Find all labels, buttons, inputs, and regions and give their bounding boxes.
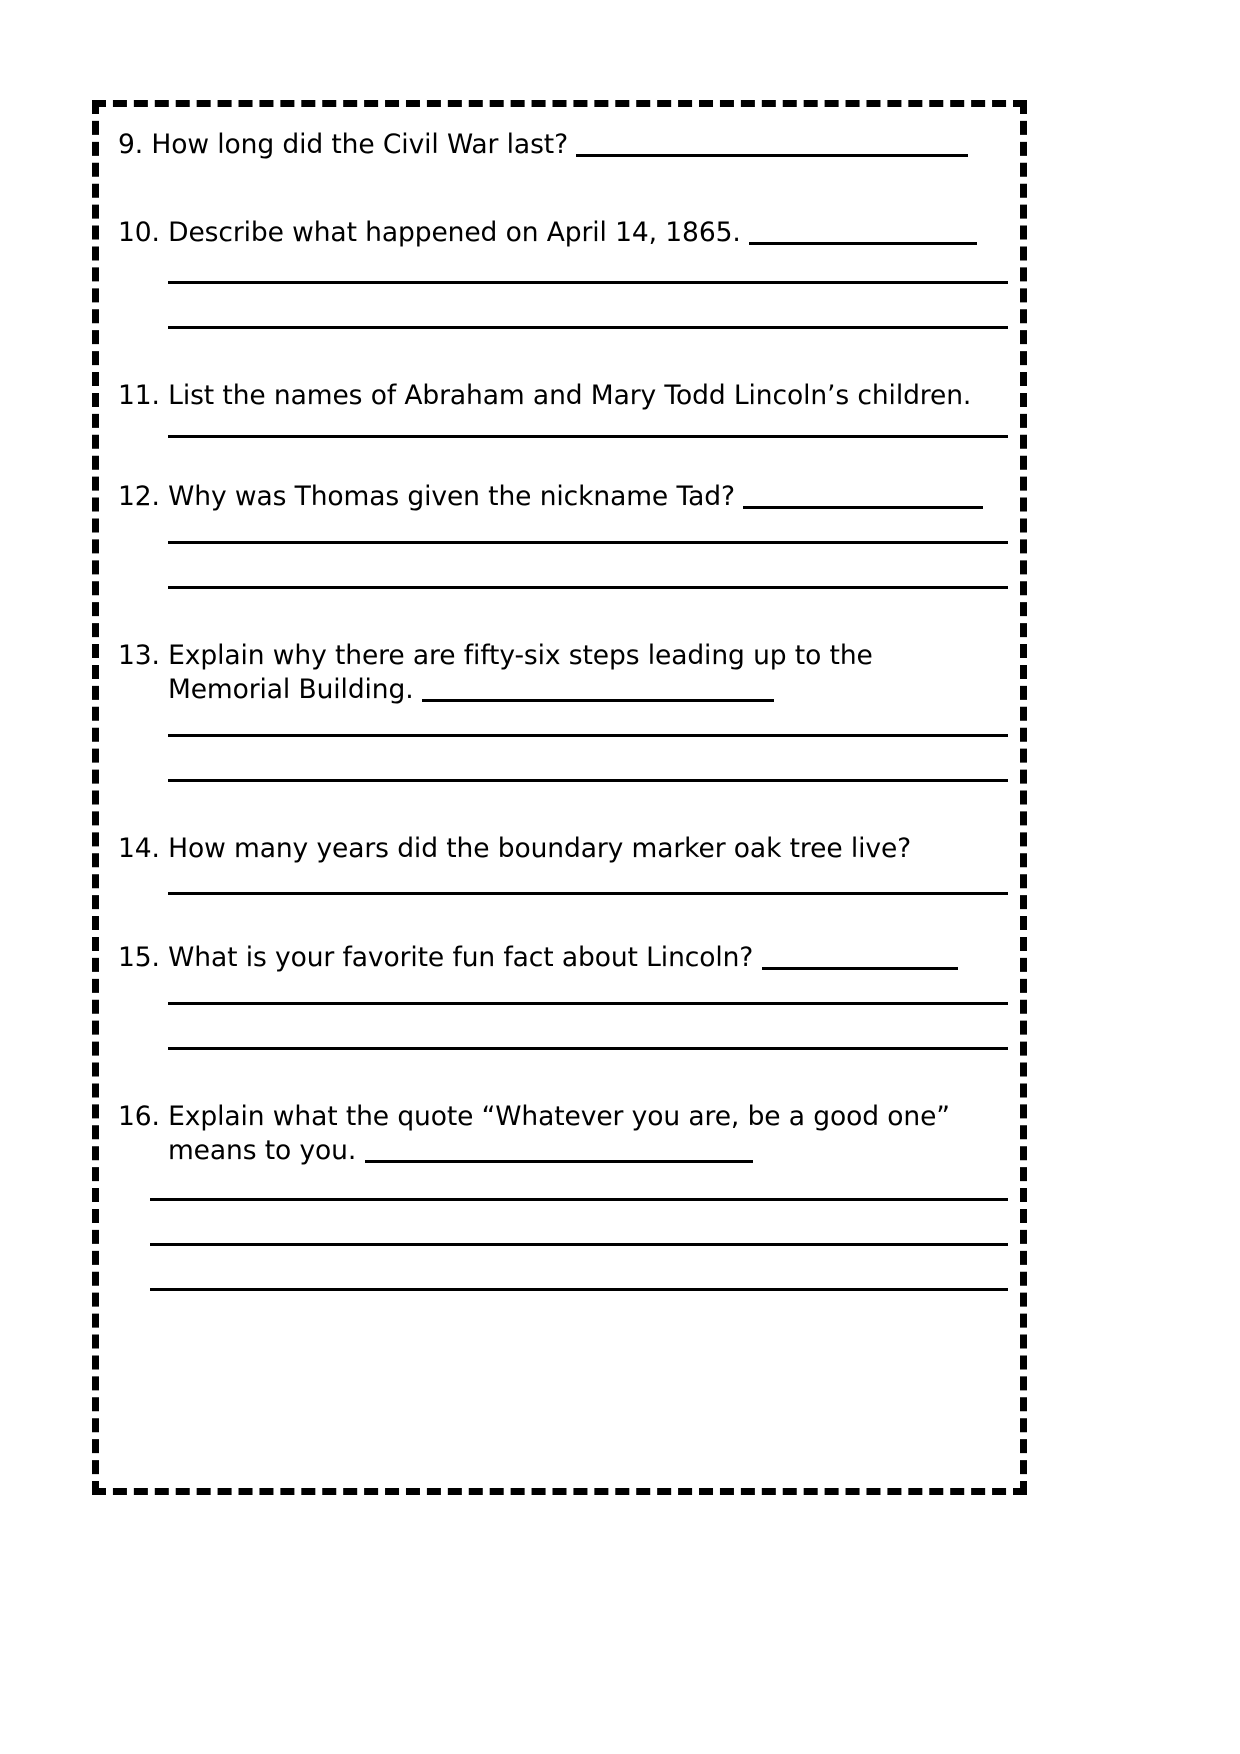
question-10-line1: 10. Describe what happened on April 14, 1865. <box>118 217 749 249</box>
spacer <box>118 895 1008 941</box>
question-15-text <box>118 941 1008 975</box>
spacer <box>118 438 1008 480</box>
question-item-14 <box>118 832 1008 866</box>
question-15-line1: 15. What is your favorite fun fact about Lincoln? <box>118 942 762 974</box>
question-13-answer-blank[interactable] <box>422 677 774 702</box>
question-10-answer-blank[interactable] <box>749 220 977 245</box>
spacer <box>118 737 1008 779</box>
spacer <box>118 1005 1008 1047</box>
spacer <box>118 708 1008 734</box>
question-item-12 <box>118 480 1008 514</box>
spacer <box>118 251 1008 281</box>
spacer <box>118 162 1008 216</box>
question-item-16 <box>118 1100 1008 1169</box>
question-9-text <box>118 128 1008 162</box>
question-12-line1: 12. Why was Thomas given the nickname Tad? <box>118 481 744 513</box>
answer-rule[interactable] <box>150 1288 1008 1291</box>
spacer <box>118 544 1008 586</box>
question-15-answer-blank[interactable] <box>762 945 958 970</box>
question-10-text <box>118 216 1008 250</box>
question-9-answer-blank[interactable] <box>576 132 968 157</box>
question-12-answer-blank[interactable] <box>743 484 983 509</box>
question-13-line1: 13. Explain why there are fifty-six steps leading up to the <box>118 639 873 671</box>
spacer <box>118 782 1008 832</box>
questions-container <box>118 128 1008 1473</box>
question-item-13 <box>118 639 1008 708</box>
question-9-line1: 9. How long did the Civil War last? <box>118 129 577 160</box>
question-item-15 <box>118 941 1008 975</box>
spacer <box>118 329 1008 379</box>
spacer <box>118 976 1008 1002</box>
question-11-text: 11. List the names of Abraham and Mary Todd Lincoln’s children. <box>118 379 972 411</box>
spacer <box>118 413 1008 435</box>
question-item-9 <box>118 128 1008 162</box>
spacer <box>118 866 1008 892</box>
spacer <box>118 1201 1008 1243</box>
question-14-text: 14. How many years did the boundary marker oak tree live? <box>118 832 912 864</box>
spacer <box>118 1168 1008 1198</box>
question-16-line2: means to you. <box>118 1134 365 1166</box>
spacer <box>118 1246 1008 1288</box>
spacer <box>118 589 1008 639</box>
spacer <box>118 284 1008 326</box>
spacer <box>118 1050 1008 1100</box>
question-13-text <box>118 639 1008 708</box>
question-item-10 <box>118 216 1008 250</box>
spacer <box>118 515 1008 541</box>
question-16-line1: 16. Explain what the quote “Whatever you are, be a good one” <box>118 1100 950 1132</box>
question-16-text <box>118 1100 1008 1169</box>
question-item-11 <box>118 379 1008 413</box>
question-16-answer-blank[interactable] <box>365 1138 753 1163</box>
question-13-line2: Memorial Building. <box>118 674 422 706</box>
question-12-text <box>118 480 1008 514</box>
